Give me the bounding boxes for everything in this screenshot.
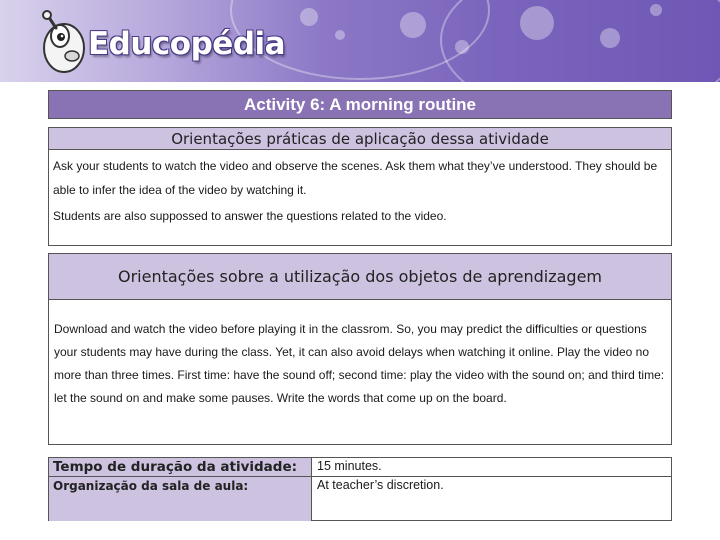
- room-organization-label: Organização da sala de aula:: [49, 477, 312, 521]
- header-banner: [0, 0, 720, 82]
- activity-title: Activity 6: A morning routine: [48, 90, 672, 119]
- duration-label: Tempo de duração da atividade:: [49, 458, 312, 476]
- learning-objects-section: [48, 253, 672, 445]
- practical-paragraph-1: Ask your students to watch the video and observe the scenes. Ask them what they’ve understood. They should be able to infer the idea of the video by watching it.: [53, 159, 658, 197]
- activity-info-table: [48, 457, 672, 521]
- room-organization-row: [49, 477, 671, 521]
- practical-guidelines-body: [49, 150, 671, 232]
- learning-objects-heading: Orientações sobre a utilização dos objetos de aprendizagem: [49, 254, 671, 300]
- duration-value: 15 minutes.: [317, 459, 382, 473]
- practical-guidelines-section: [48, 127, 672, 246]
- learning-objects-paragraph: Download and watch the video before playing it in the classrom. So, you may predict the difficulties or questions your students may have during the class. Yet, it can also avoid delays when watching it online. Play the video no more than three times. First time: have the sound off; second time: play the video with the sound on; and third time: let the sound on and make some pauses. Write the words that come up on the board.: [54, 322, 665, 405]
- room-organization-value: At teacher’s discretion.: [317, 478, 444, 492]
- practical-paragraph-2: Students are also suppossed to answer the questions related to the video.: [53, 209, 447, 223]
- duration-row: [49, 458, 671, 477]
- learning-objects-body: [49, 300, 671, 410]
- mascot-icon: [36, 6, 88, 76]
- decorative-swirl: [440, 0, 720, 82]
- practical-guidelines-heading: Orientações práticas de aplicação dessa atividade: [49, 128, 671, 150]
- logo-text: Educopédia: [88, 26, 286, 62]
